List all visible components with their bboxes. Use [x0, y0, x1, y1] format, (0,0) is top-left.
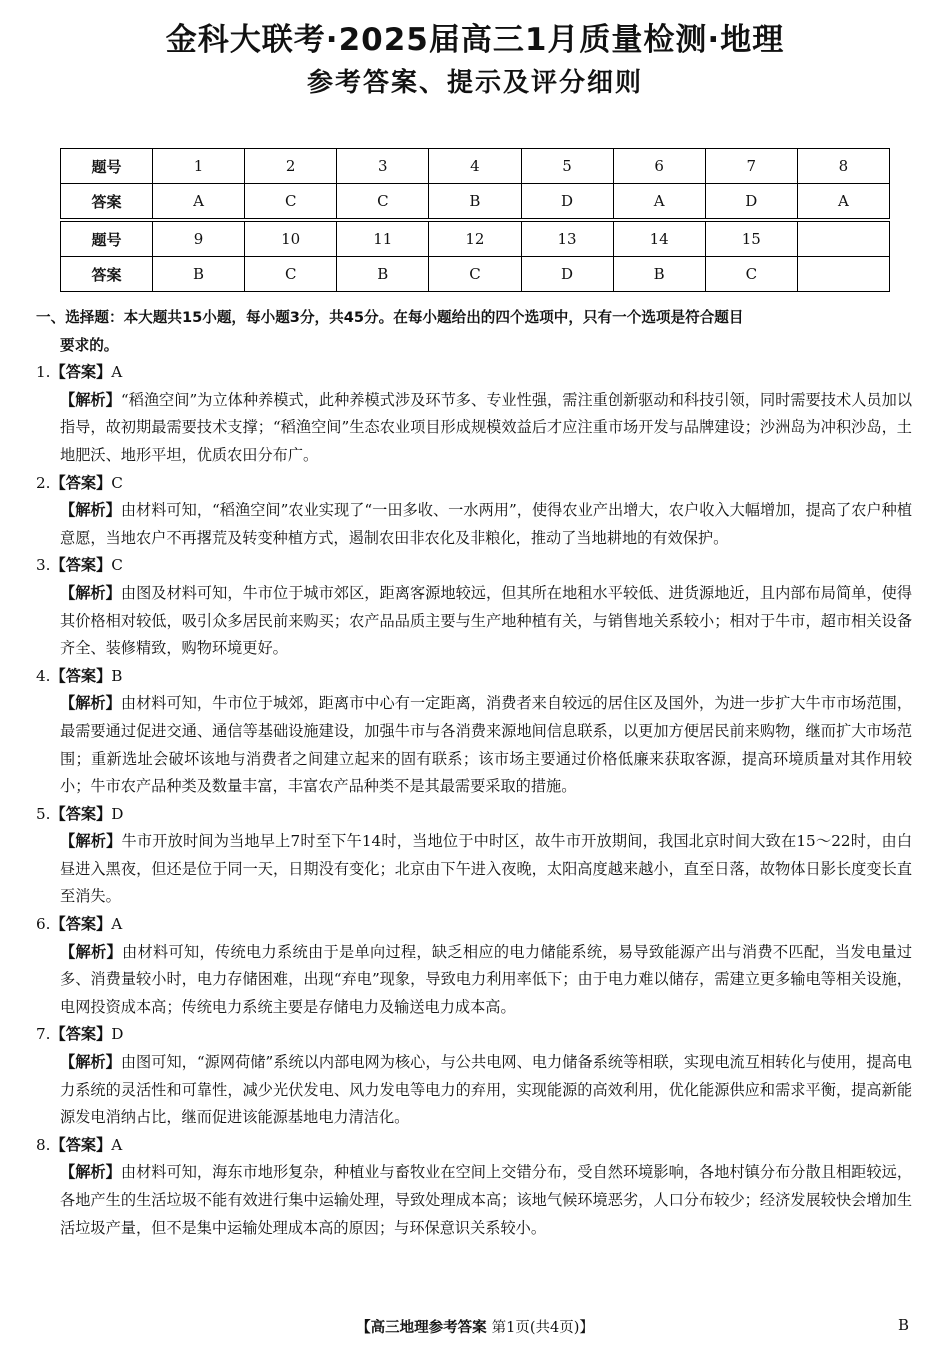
- table-cell: 5: [521, 149, 613, 184]
- explanation-text: 由材料可知，海东市地形复杂，种植业与畜牧业在空间上交错分布，受自然环境影响，各地村镇分布分散且相距较远，各地产生的生活垃圾不能有效进行集中运输处理，导致处理成本高；该地气候环境恶劣，人口分布较少；经济发展较快会增加生活垃圾产量，但不是集中运输处理成本高的原因；与环保意识关系较小。: [60, 1163, 913, 1237]
- table-cell: 4: [429, 149, 521, 184]
- answer-tag: 【答案】: [50, 1135, 112, 1154]
- question-number: 5.: [36, 804, 51, 823]
- answer-value: C: [111, 473, 123, 492]
- question-number: 7.: [36, 1025, 51, 1044]
- table-cell: 2: [245, 149, 337, 184]
- table-cell: 13: [521, 220, 613, 257]
- table-row: [61, 149, 890, 184]
- table-cell: [797, 220, 889, 257]
- question-item: [36, 663, 912, 801]
- table-cell: 6: [613, 149, 705, 184]
- answer-value: A: [111, 1135, 123, 1154]
- answer-value: D: [111, 1025, 124, 1044]
- table-cell: 8: [797, 149, 889, 184]
- table-cell: 1: [153, 149, 245, 184]
- question-item: [36, 470, 912, 553]
- answer-tag: 【答案】: [50, 666, 112, 685]
- section-heading-text: 一、选择题：本大题共15小题，每小题3分，共45分。在每小题给出的四个选项中，只有一个选项是符合题目: [36, 309, 744, 326]
- table-cell: 9: [153, 220, 245, 257]
- explanation-text: 由材料可知，“稻渔空间”农业实现了“一田多收、一水两用”，使得农业产出增大，农户收入大幅增加，提高了农户种植意愿，当地农户不再撂荒及转变种植方式，遏制农田非农化及非粮化，推动了当地耕地的有效保护。: [60, 501, 913, 547]
- row-label: 题号: [61, 220, 153, 257]
- explanation-text: 由材料可知，传统电力系统由于是单向过程，缺乏相应的电力储能系统，易导致能源产出与消费不匹配，当发电量过多、消费量较小时，电力存储困难，出现“弃电”现象，导致电力利用率低下；由于电力难以储存，需建立更多输电等相关设施，电网投资成本高；传统电力系统主要是存储电力及输送电力成本高。: [60, 942, 913, 1016]
- table-cell: 10: [245, 220, 337, 257]
- explanation-text: 由图可知，“源网荷储”系统以内部电网为核心，与公共电网、电力储备系统等相联，实现电流互相转化与使用，提高电力系统的灵活性和可靠性，减少光伏发电、风力发电等电力的弃用，实现能源的高效利用，优化能源供应和需求平衡，提高新能源发电消纳占比，继而促进该能源基地电力清洁化。: [60, 1053, 913, 1127]
- question-item: [36, 911, 912, 1021]
- table-cell: 11: [337, 220, 429, 257]
- question-item: [36, 1021, 912, 1131]
- answer-value: A: [111, 363, 123, 382]
- explanation-text: 由图及材料可知，牛市位于城市郊区，距离客源地较远，但其所在地租水平较低、进货源地近，且内部布局简单，使得其价格相对较低，吸引众多居民前来购买；农产品品质主要与生产地种植有关，与销售地关系较小；相对于牛市，超市相关设备齐全、装修精致，购物环境更好。: [60, 583, 913, 658]
- table-cell: 3: [337, 149, 429, 184]
- table-cell: 12: [429, 220, 521, 257]
- page-footer: [0, 1316, 950, 1337]
- explanation-text: 牛市开放时间为当地早上7时至下午14时，当地位于中时区，故牛市开放期间，我国北京时间大致在15～22时，由白昼进入黑夜，但还是位于同一天，日期没有变化；北京由下午进入夜晚，太阳高度越来越小，直至日落，故物体日影长度变长直至消失。: [60, 832, 913, 906]
- explain-tag: 【解析】: [60, 501, 121, 520]
- table-cell: B: [429, 184, 521, 221]
- question-number: 8.: [36, 1135, 51, 1154]
- answer-value: A: [111, 915, 123, 934]
- section-heading: [36, 304, 912, 359]
- table-cell: C: [429, 257, 521, 292]
- table-cell: A: [613, 184, 705, 221]
- answer-tag: 【答案】: [50, 363, 112, 382]
- question-item: [36, 552, 912, 662]
- explain-tag: 【解析】: [60, 832, 122, 851]
- answer-tag: 【答案】: [50, 556, 112, 575]
- table-cell: 7: [705, 149, 797, 184]
- table-cell: B: [613, 257, 705, 292]
- version-mark: B: [898, 1316, 910, 1334]
- table-cell: 15: [705, 220, 797, 257]
- question-number: 6.: [36, 915, 51, 934]
- question-number: 1.: [36, 363, 51, 382]
- question-item: [36, 359, 912, 469]
- table-cell: C: [337, 184, 429, 221]
- document-subtitle: 参考答案、提示及评分细则: [306, 68, 643, 98]
- page-number: 第1页(共4页)】: [491, 1320, 594, 1336]
- table-cell: C: [245, 257, 337, 292]
- row-label: 答案: [61, 257, 153, 292]
- footer-label: 【高三地理参考答案: [356, 1320, 487, 1336]
- table-cell: B: [337, 257, 429, 292]
- answer-content: [36, 304, 912, 1242]
- table-cell: D: [705, 184, 797, 221]
- question-number: 4.: [36, 666, 51, 685]
- explain-tag: 【解析】: [60, 583, 121, 602]
- explanation-text: “稻渔空间”为立体种养模式，此种养模式涉及环节多、专业性强，需注重创新驱动和科技引领，同时需要技术人员加以指导，故初期最需要技术支撑；“稻渔空间”生态农业项目形成规模效益后才应注重市场开发与品牌建设；沙洲岛为冲积沙岛，土地肥沃、地形平坦，优质农田分布广。: [60, 390, 913, 464]
- question-item: [36, 801, 912, 911]
- question-item: [36, 1132, 912, 1242]
- answer-value: D: [111, 804, 124, 823]
- table-cell: [797, 257, 889, 292]
- row-label: 答案: [61, 184, 153, 221]
- answer-tag: 【答案】: [50, 1025, 112, 1044]
- table-row: [61, 257, 890, 292]
- explanation-text: 由材料可知，牛市位于城郊，距离市中心有一定距离，消费者来自较远的居住区及国外，为进一步扩大牛市市场范围，最需要通过促进交通、通信等基础设施建设，加强牛市与各消费来源地间信息联系，以更加方便居民前来购物，继而扩大市场范围；重新选址会破坏该地与消费者之间建立起来的固有联系；该市场主要通过价格低廉来获取客源，提高环境质量对其作用较小；牛市农产品种类及数量丰富，丰富农产品种类不是其最需要采取的措施。: [60, 694, 913, 796]
- answer-tag: 【答案】: [50, 915, 112, 934]
- table-cell: B: [153, 257, 245, 292]
- table-cell: D: [521, 257, 613, 292]
- answer-tag: 【答案】: [50, 804, 112, 823]
- table-row: [61, 184, 890, 221]
- explain-tag: 【解析】: [60, 1053, 121, 1072]
- explain-tag: 【解析】: [60, 1163, 121, 1182]
- answer-value: C: [111, 556, 123, 575]
- row-label: 题号: [61, 149, 153, 184]
- answer-value: B: [111, 666, 123, 685]
- section-heading-cont: 要求的。: [60, 336, 119, 354]
- explain-tag: 【解析】: [60, 694, 121, 713]
- table-cell: D: [521, 184, 613, 221]
- table-cell: C: [705, 257, 797, 292]
- answer-tag: 【答案】: [50, 473, 112, 492]
- table-row: [61, 220, 890, 257]
- explain-tag: 【解析】: [60, 942, 122, 961]
- question-number: 3.: [36, 556, 51, 575]
- question-number: 2.: [36, 473, 51, 492]
- table-cell: A: [797, 184, 889, 221]
- table-cell: A: [153, 184, 245, 221]
- table-cell: 14: [613, 220, 705, 257]
- answer-table: [60, 148, 890, 292]
- explain-tag: 【解析】: [60, 390, 121, 409]
- table-cell: C: [245, 184, 337, 221]
- document-title: 金科大联考·2025届高三1月质量检测·地理: [165, 22, 785, 58]
